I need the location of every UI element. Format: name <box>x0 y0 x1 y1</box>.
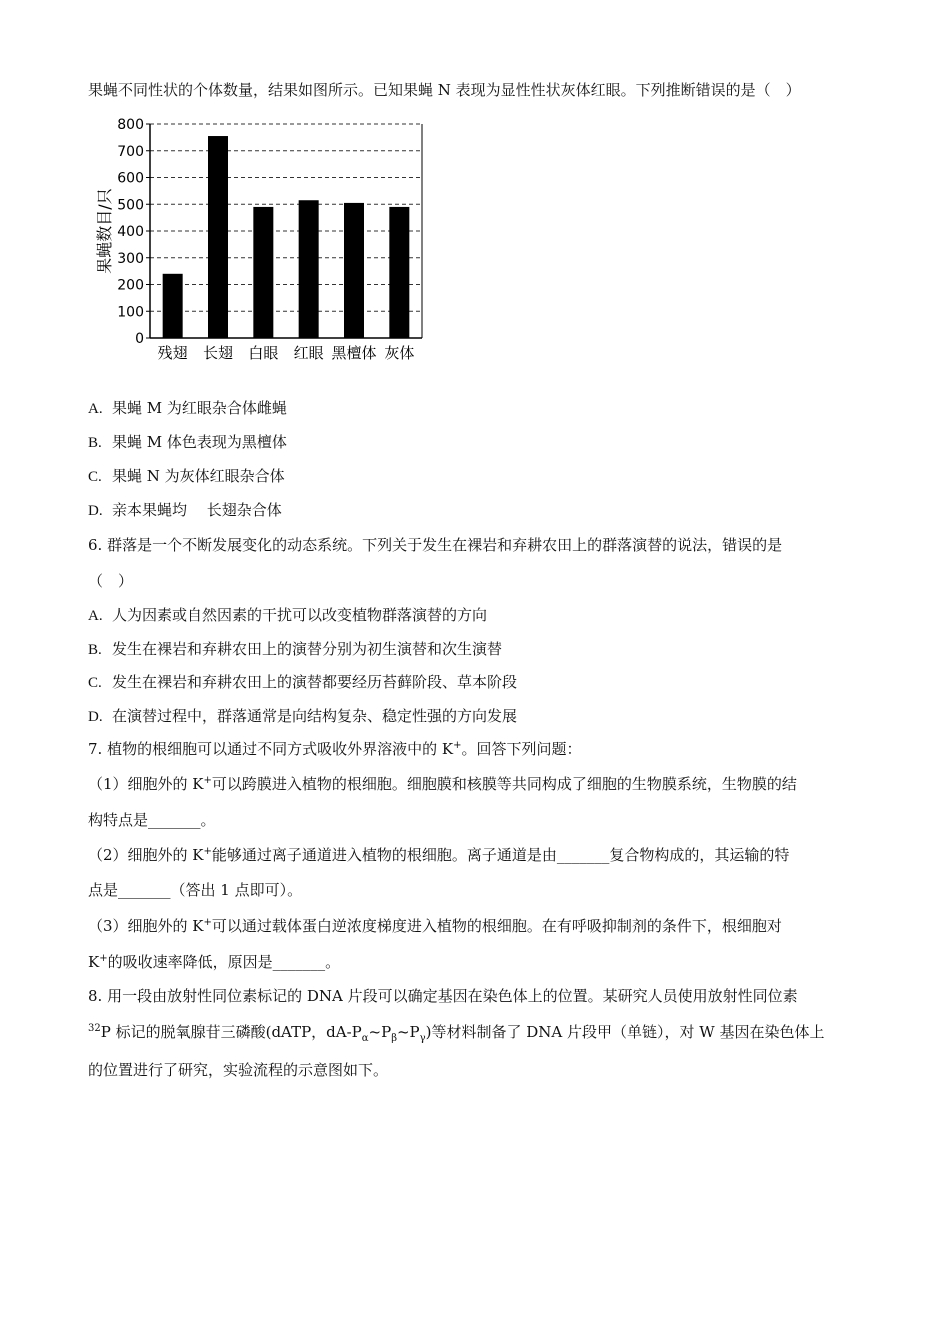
option-text: 发生在裸岩和弃耕农田上的演替分别为初生演替和次生演替 <box>112 640 503 658</box>
plus-sup: + <box>203 917 212 928</box>
plus-sup: + <box>203 775 212 786</box>
q6-stem: 6. 群落是一个不断发展变化的动态系统。下列关于发生在裸岩和弃耕农田上的群落演替的说法，错误的是 <box>88 536 783 554</box>
option-text: 果蝇 M 为红眼杂合体雌蝇 <box>112 399 287 417</box>
plus-sup: + <box>453 740 462 751</box>
option-letter: D. <box>88 503 103 519</box>
option-letter: A. <box>88 608 103 624</box>
x-tick-label: 黑檀体 <box>331 344 377 362</box>
option-letter: D. <box>88 709 103 725</box>
option-d <box>88 500 282 521</box>
bar <box>208 136 228 338</box>
bar <box>299 200 319 338</box>
plus-sup: + <box>203 846 212 857</box>
q8-l2-b: ~P <box>368 1023 392 1041</box>
option-text: 在演替过程中，群落通常是向结构复杂、稳定性强的方向发展 <box>112 707 518 725</box>
option-letter: B. <box>88 435 102 451</box>
y-tick-label: 700 <box>117 143 144 160</box>
q6-option-b <box>88 639 502 660</box>
beta-sub: β <box>391 1033 397 1044</box>
q7-p1-a: （1）细胞外的 K <box>88 775 204 793</box>
q7-stem <box>88 739 581 759</box>
q8-l2-c: ~P <box>396 1023 420 1041</box>
option-text: 果蝇 M 体色表现为黑檀体 <box>112 433 287 451</box>
y-tick-label: 0 <box>135 331 144 347</box>
y-tick-label: 200 <box>117 277 144 294</box>
q7-p3-a: （3）细胞外的 K <box>88 917 204 935</box>
q6-option-c <box>88 672 517 693</box>
x-tick-label: 长翅 <box>202 344 234 362</box>
option-a <box>88 398 287 419</box>
question-intro-line: 果蝇不同性状的个体数量，结果如图所示。已知果蝇 N 表现为显性性状灰体红眼。下列推断错误的是（ ） <box>88 81 801 99</box>
q7-part1-line2: 构特点是_______。 <box>88 811 216 829</box>
q7-p3-c1: K <box>88 953 100 971</box>
option-text: 果蝇 N 为灰体红眼杂合体 <box>112 467 285 485</box>
bar <box>253 207 273 338</box>
option-letter: B. <box>88 642 102 658</box>
q7-part3-line2 <box>88 952 340 972</box>
alpha-sub: α <box>361 1033 369 1044</box>
q6-answer-paren: （ ） <box>88 572 134 590</box>
q8-line1: 8. 用一段由放射性同位素标记的 DNA 片段可以确定基因在染色体上的位置。某研究人员使用放射性同位素 <box>88 987 798 1005</box>
option-b <box>88 432 287 453</box>
q7-part2-line1 <box>88 845 789 865</box>
y-tick-label: 800 <box>117 117 144 133</box>
q8-l2-a: P 标记的脱氧腺苷三磷酸(dATP，dA-P <box>100 1023 362 1041</box>
option-letter: C. <box>88 469 102 485</box>
bar-chart <box>90 110 430 370</box>
y-tick-label: 400 <box>117 224 144 240</box>
bar <box>163 274 183 338</box>
q7-stem-a: 7. 植物的根细胞可以通过不同方式吸收外界溶液中的 K <box>88 740 454 758</box>
option-letter: C. <box>88 675 102 691</box>
q7-part1-line1 <box>88 774 797 794</box>
y-tick-label: 500 <box>117 197 144 214</box>
x-tick-label: 残翅 <box>157 344 188 362</box>
q8-line2 <box>88 1022 824 1042</box>
q7-stem-b: 。回答下列问题： <box>461 740 582 758</box>
q8-l2-d: )等材料制备了 DNA 片段甲（单链），对 W 基因在染色体上 <box>425 1023 825 1041</box>
gamma-sub: γ <box>419 1033 426 1044</box>
option-letter: A. <box>88 401 103 417</box>
q7-p2-b: 能够通过离子通道进入植物的根细胞。离子通道是由_______复合物构成的，其运输的特 <box>211 846 790 864</box>
q7-part2-line2: 点是_______（答出 1 点即可）。 <box>88 881 303 899</box>
q7-p1-b: 可以跨膜进入植物的根细胞。细胞膜和核膜等共同构成了细胞的生物膜系统，生物膜的结 <box>211 775 797 793</box>
q7-p3-b: 可以通过载体蛋白逆浓度梯度进入植物的根细胞。在有呼吸抑制剂的条件下，根细胞对 <box>211 917 782 935</box>
q7-p3-c2: 的吸收速率降低，原因是_______。 <box>107 953 341 971</box>
y-tick-label: 600 <box>117 170 144 187</box>
y-tick-label: 100 <box>117 304 144 321</box>
isotope-sup: 32 <box>88 1023 101 1034</box>
q7-part3-line1 <box>88 916 782 936</box>
q7-p2-a: （2）细胞外的 K <box>88 846 204 864</box>
option-text: 亲本果蝇均 长翅杂合体 <box>112 501 282 519</box>
x-tick-label: 红眼 <box>293 344 324 362</box>
option-text: 人为因素或自然因素的干扰可以改变植物群落演替的方向 <box>112 606 488 624</box>
bar <box>389 207 409 338</box>
y-axis-label: 果蝇数目/只 <box>95 188 114 274</box>
q8-line3: 的位置进行了研究，实验流程的示意图如下。 <box>88 1061 389 1079</box>
bar <box>344 203 364 338</box>
x-tick-label: 灰体 <box>384 344 415 362</box>
q6-option-d <box>88 706 517 727</box>
option-c <box>88 466 285 487</box>
x-tick-label: 白眼 <box>248 344 279 362</box>
bar-chart-svg <box>90 110 430 370</box>
q6-option-a <box>88 605 487 626</box>
option-text: 发生在裸岩和弃耕农田上的演替都要经历苔藓阶段、草本阶段 <box>112 673 518 691</box>
y-tick-label: 300 <box>117 250 144 267</box>
plus-sup: + <box>99 953 108 964</box>
